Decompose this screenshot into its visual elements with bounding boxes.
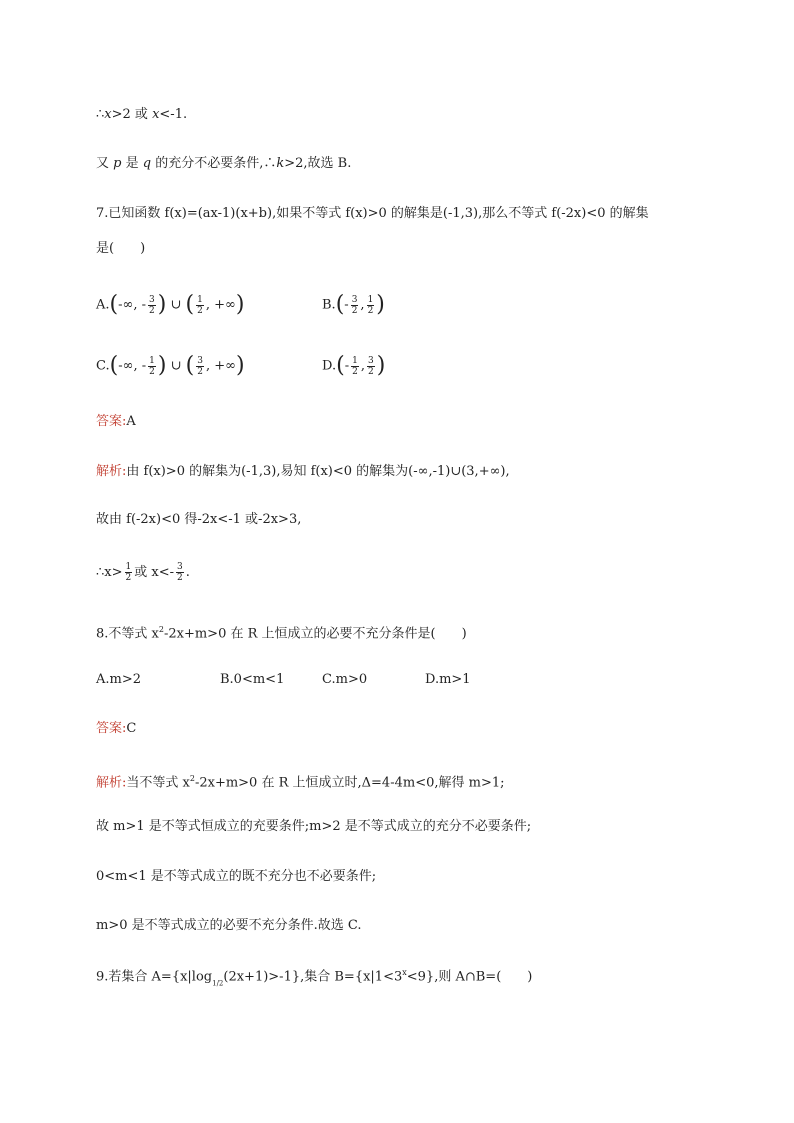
q8-answer: 答案:C bbox=[96, 721, 137, 736]
q7-explanation-2: 故由 f(-2x)<0 得-2x<-1 或-2x>3, bbox=[96, 512, 302, 527]
fraction: $\frac{3}{2}$ bbox=[197, 355, 203, 377]
q7-option-a: A.(-∞, - $\frac{3}{2}$ ) ∪ ( $\frac{1}{2}$ , +∞) bbox=[96, 292, 245, 317]
q8-explanation-1: 解析:当不等式 $x^2-2x+m>0$ 在 R 上恒成立时,Δ=4-4m<0,解得 m>1; bbox=[96, 774, 505, 791]
q7-stem-line2: 是( ) bbox=[96, 241, 146, 256]
fraction: $\frac{1}{2}$ bbox=[352, 355, 358, 377]
fraction: $\frac{1}{2}$ bbox=[367, 294, 374, 316]
q8-explanation-3: 0<m<1 是不等式成立的既不充分也不必要条件; bbox=[96, 869, 377, 884]
q7-stem-line1: 7.已知函数 f(x)=(ax-1)(x+b),如果不等式 f(x)>0 的解集是(-1,3),那么不等式 f(-2x)<0 的解集 bbox=[96, 206, 649, 221]
q8-option-b: B.0<m<1 bbox=[220, 672, 285, 687]
fraction: $\frac{1}{2}$ bbox=[197, 294, 203, 316]
q8-option-a: A.m>2 bbox=[96, 672, 142, 687]
q7-option-c: C.(-∞, - $\frac{1}{2}$ ) ∪ ( $\frac{3}{2}$ , +∞) bbox=[96, 353, 245, 378]
q7-option-d: D.(- $\frac{1}{2}$ , $\frac{3}{2}$ ) bbox=[322, 353, 386, 378]
q9-stem: 9.若集合 $A=\{x|\log_{1/2}(2x+1)>-1\}$,集合 $B=\{x|1<3^x<9\}$,则 A∩B=( ) bbox=[96, 968, 533, 988]
q7-answer: 答案:A bbox=[96, 414, 136, 429]
fraction: $\frac{3}{2}$ bbox=[351, 294, 358, 316]
line-condition: 又 p 是 q 的充分不必要条件,∴k>2,故选 B. bbox=[96, 156, 352, 171]
q8-stem: 8.不等式 $x^2-2x+m>0$ 在 R 上恒成立的必要不充分条件是( ) bbox=[96, 625, 467, 642]
fraction: $\frac{3}{2}$ bbox=[367, 355, 374, 377]
fraction: $\frac{1}{2}$ bbox=[125, 562, 132, 583]
q8-option-c: C.m>0 bbox=[322, 672, 368, 687]
q8-explanation-2: 故 m>1 是不等式恒成立的充要条件;m>2 是不等式成立的充分不必要条件; bbox=[96, 819, 532, 834]
q7-explanation-1: 解析:由 f(x)>0 的解集为(-1,3),易知 f(x)<0 的解集为(-∞,-1)∪(3,+∞), bbox=[96, 464, 510, 479]
q7-explanation-3: ∴x> $\frac{1}{2}$ 或 x<- $\frac{3}{2}$ . bbox=[96, 562, 190, 583]
fraction: $\frac{3}{2}$ bbox=[176, 562, 183, 583]
q8-explanation-4: m>0 是不等式成立的必要不充分条件.故选 C. bbox=[96, 918, 362, 933]
fraction: $\frac{1}{2}$ bbox=[149, 355, 155, 377]
q8-option-d: D.m>1 bbox=[425, 672, 471, 687]
line-conclusion: ∴x>2 或 x<-1. bbox=[96, 107, 188, 122]
q7-option-b: B.(- $\frac{3}{2}$ , $\frac{1}{2}$ ) bbox=[322, 292, 385, 317]
fraction: $\frac{3}{2}$ bbox=[149, 294, 155, 316]
